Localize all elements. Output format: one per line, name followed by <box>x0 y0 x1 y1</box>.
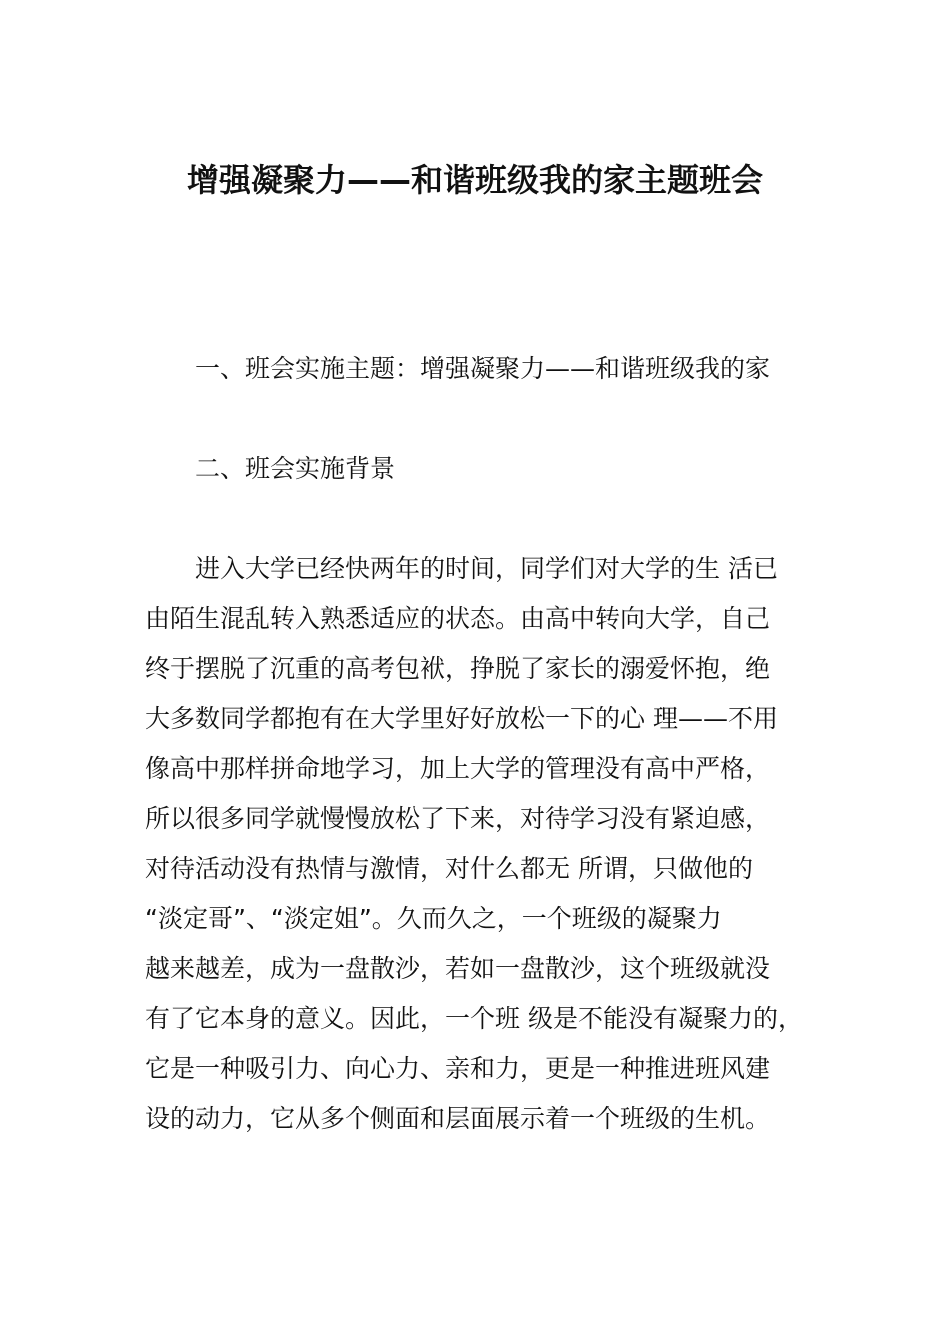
paragraph-line: 越来越差，成为一盘散沙，若如一盘散沙，这个班级就没 <box>145 954 771 983</box>
paragraph-line: 终于摆脱了沉重的高考包袱，挣脱了家长的溺爱怀抱，绝 <box>145 654 771 683</box>
paragraph-line: 它是一种吸引力、向心力、亲和力，更是一种推进班风建 <box>145 1054 771 1083</box>
paragraph-line: 对待活动没有热情与激情，对什么都无 所谓，只做他的 <box>145 854 753 883</box>
paragraph-line: 所以很多同学就慢慢放松了下来，对待学习没有紧迫感， <box>145 804 771 833</box>
paragraph-line: “淡定哥”、“淡定姐”。久而久之，一个班级的凝聚力 <box>145 904 722 933</box>
paragraph-line: 设的动力，它从多个侧面和层面展示着一个班级的生机。 <box>145 1104 771 1133</box>
section-heading-theme: 一、班会实施主题：增强凝聚力——和谐班级我的家 <box>195 354 771 383</box>
document-title: 增强凝聚力——和谐班级我的家主题班会 <box>186 161 763 199</box>
paragraph-line: 由陌生混乱转入熟悉适应的状态。由高中转向大学，自己 <box>145 604 771 633</box>
paragraph-line: 进入大学已经快两年的时间，同学们对大学的生 活已 <box>195 554 778 583</box>
section-heading-background: 二、班会实施背景 <box>195 454 396 483</box>
background-paragraph <box>145 550 825 1150</box>
paragraph-line: 大多数同学都抱有在大学里好好放松一下的心 理——不用 <box>145 704 778 733</box>
paragraph-line: 有了它本身的意义。因此，一个班 级是不能没有凝聚力的， <box>145 1004 803 1033</box>
paragraph-line: 像高中那样拼命地学习，加上大学的管理没有高中严格， <box>145 754 771 783</box>
